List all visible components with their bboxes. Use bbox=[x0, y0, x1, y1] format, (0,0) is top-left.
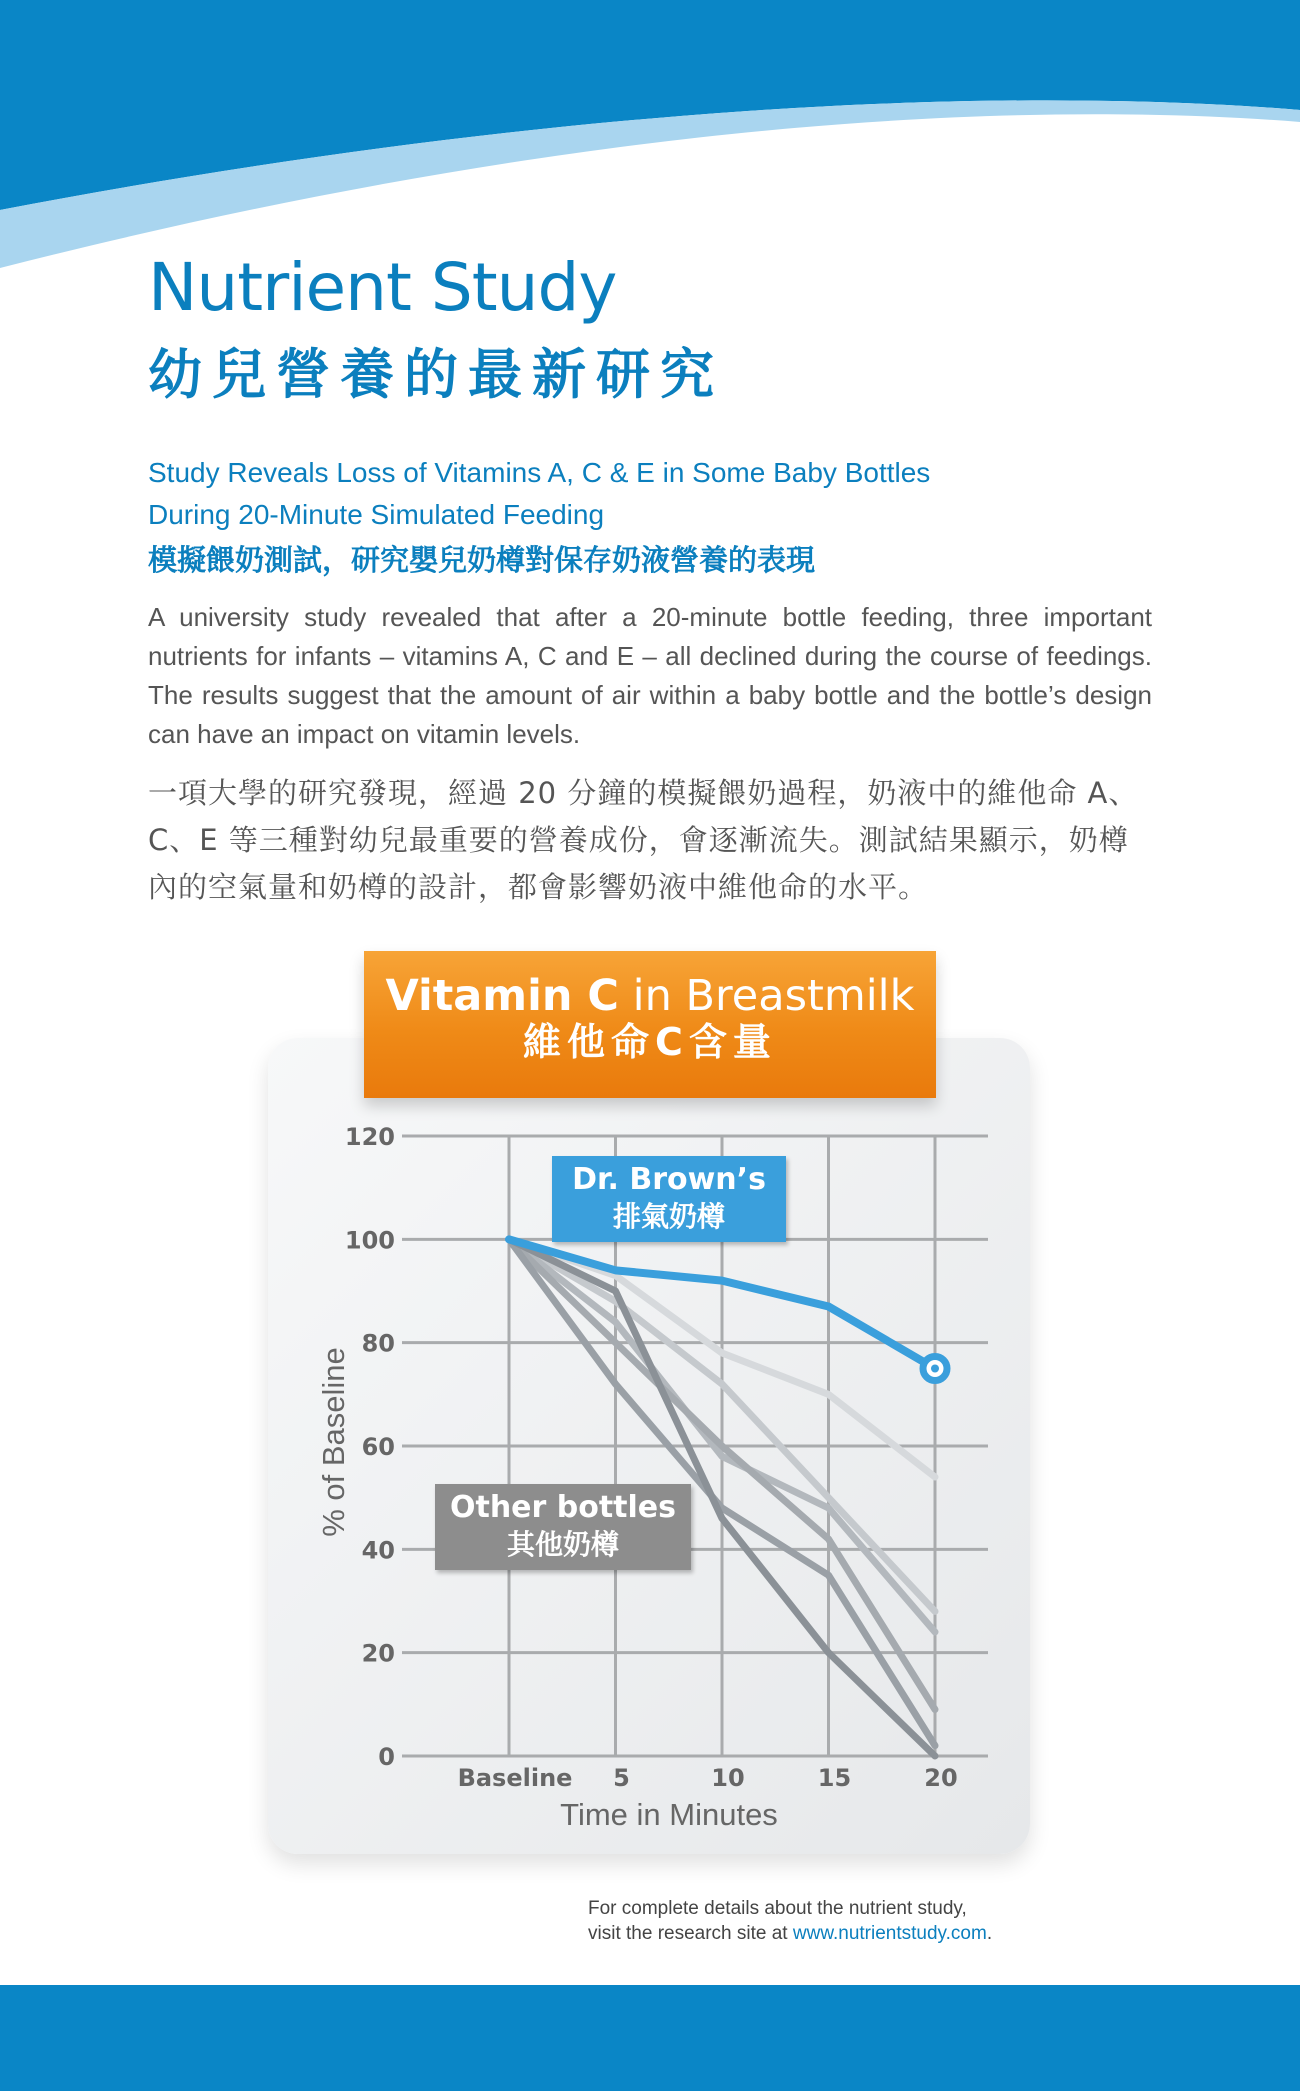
page-title: Nutrient Study bbox=[148, 249, 617, 326]
other-bottles-label bbox=[435, 1484, 691, 1570]
other-bottles-label-zh: 其他奶樽 bbox=[506, 1528, 619, 1561]
body-text-english: A university study revealed that after a 20-minute bottle feeding, three important nutrients for infants – vitamins A, C and E – all declined during the course of feedings. The results suggest that the amount of air within a baby bottle and the bottle’s design can have an impact on vitamin levels. bbox=[148, 602, 1152, 749]
x-axis-title: Time in Minutes bbox=[560, 1797, 778, 1832]
x-tick-label: 5 bbox=[613, 1764, 630, 1792]
series-end-marker-dot bbox=[931, 1365, 939, 1373]
y-tick-label: 100 bbox=[344, 1226, 395, 1255]
y-tick-label: 0 bbox=[378, 1743, 395, 1771]
chart-title-rest: in Breastmilk bbox=[619, 971, 915, 1021]
dr-browns-label-zh: 排氣奶樽 bbox=[612, 1200, 725, 1233]
research-site-link[interactable]: www.nutrientstudy.com bbox=[792, 1923, 987, 1944]
footnote bbox=[588, 1896, 1088, 1946]
x-tick-label: 20 bbox=[924, 1764, 958, 1792]
x-tick-label: 10 bbox=[711, 1764, 745, 1792]
chart-title-chinese: 維他命C含量 bbox=[523, 1020, 777, 1064]
y-axis-title: % of Baseline bbox=[316, 1347, 351, 1537]
body-text-chinese: 一項大學的研究發現，經過 20 分鐘的模擬餵奶過程，奶液中的維他命 A、C、E 等三種對幼兒最重要的營養成份，會逐漸流失。測試結果顯示，奶樽內的空氣量和奶樽的設計，都會影響奶液中維他命的水平。 bbox=[148, 776, 1139, 904]
dr-browns-label-en: Dr. Brown’s bbox=[572, 1162, 766, 1197]
x-tick-label: Baseline bbox=[457, 1764, 573, 1792]
y-tick-label: 120 bbox=[344, 1123, 395, 1151]
chart-title bbox=[364, 951, 936, 1021]
y-tick-label: 80 bbox=[361, 1329, 395, 1358]
subheading-line-2: During 20-Minute Simulated Feeding bbox=[148, 499, 605, 530]
page-title-chinese: 幼兒營養的最新研究 bbox=[148, 343, 724, 406]
bottom-band bbox=[0, 1985, 1300, 2091]
y-tick-label: 60 bbox=[361, 1433, 395, 1461]
other-bottles-label-en: Other bottles bbox=[449, 1490, 677, 1525]
x-tick-label: 15 bbox=[817, 1764, 852, 1792]
y-tick-label: 40 bbox=[361, 1536, 395, 1565]
footnote-line-2-suffix: . bbox=[986, 1923, 993, 1944]
chart-title-bold: Vitamin C bbox=[385, 971, 619, 1021]
dr-browns-label bbox=[552, 1156, 786, 1242]
chart-title-banner bbox=[364, 951, 936, 1098]
footnote-line-1: For complete details about the nutrient study, bbox=[588, 1898, 967, 1919]
subheading-line-1: Study Reveals Loss of Vitamins A, C & E in Some Baby Bottles bbox=[148, 457, 931, 488]
y-tick-label: 20 bbox=[361, 1639, 395, 1668]
footnote-line-2-prefix: visit the research site at bbox=[588, 1923, 793, 1944]
subheading-chinese: 模擬餵奶測試，研究嬰兒奶樽對保存奶液營養的表現 bbox=[148, 545, 816, 577]
